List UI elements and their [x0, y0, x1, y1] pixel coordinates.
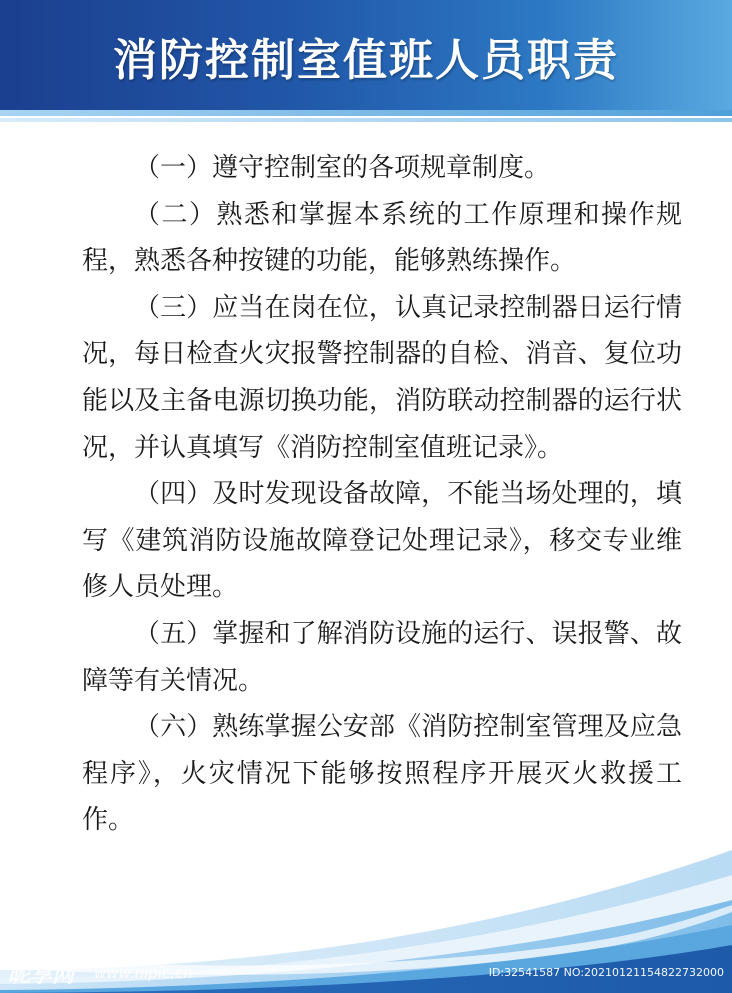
- duty-paragraph-4: （四）及时发现设备故障，不能当场处理的，填写《建筑消防设施故障登记处理记录》，移交专业维修人员处理。: [82, 479, 682, 603]
- duty-paragraph-1: （一）遵守控制室的各项规章制度。: [134, 153, 551, 183]
- duty-paragraph-5: （五）掌握和了解消防设施的运行、误报警、故障等有关情况。: [82, 618, 682, 696]
- header-banner: [0, 0, 732, 110]
- watermark-url: www.nipic.cn: [94, 964, 193, 982]
- page-title: 消防控制室值班人员职责: [113, 35, 619, 86]
- duty-paragraph-2: （二）熟悉和掌握本系统的工作原理和操作规程，熟悉各种按键的功能，能够熟练操作。: [82, 199, 682, 277]
- header-stripe-primary: [0, 110, 732, 116]
- duty-paragraph-3: （三）应当在岗在位，认真记录控制器日运行情况，每日检查火灾报警控制器的自检、消音、复位功能以及主备电源切换功能，消防联动控制器的运行状况，并认真填写《消防控制室值班记录》。: [82, 292, 682, 463]
- header-stripe-secondary: [0, 118, 732, 122]
- watermark-id: ID:32541587 NO:20210121154822732000: [488, 966, 724, 979]
- duties-content: [82, 145, 682, 844]
- watermark-logo: 昵享网: [8, 963, 75, 988]
- duty-paragraph-6: （六）熟练掌握公安部《消防控制室管理及应急程序》，火灾情况下能够按照程序开展灭火救援工作。: [82, 712, 682, 836]
